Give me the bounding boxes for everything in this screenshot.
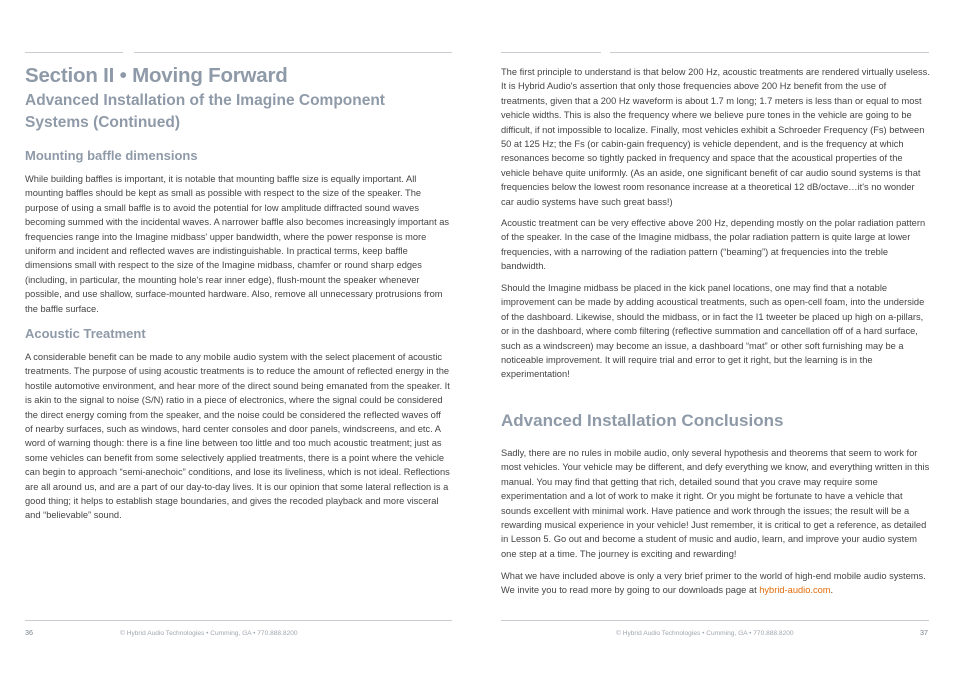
acoustic-body: A considerable benefit can be made to any mobile audio system with the select placement of acoustic treatments. The purpose of using acoustic treatments is to reduce the amount of reflected energy in the hostile automotive environment, and hear more of the direct sound being emanated from the speaker. It is akin to the signal to noise (S/N) ratio in a piece of electronics, where the signal could be considered the direct energy coming from the speaker, and the noise could be considered the reflected waves off of nearby surfaces, such as windows, hard center consoles and door panels, windscreens, and etc. A word of warning though: there is a fine line between too little and too much acoustic treatment; just as some vehicles can benefit from some selectively applied treatments, there is a point where the vehicle can begin to approach “semi-anechoic” conditions, and lose its liveliness, which is not ideal. Reflections are all around us, and are a part of our day-to-day lives. It is our opinion that some lateral reflection is a good thing; it helps to establish stage boundaries, and gives the recoded playback and more visceral and “believable” sound. xyxy=(25,352,450,521)
section-subtitle: Advanced Installation of the Imagine Component Systems (Continued) xyxy=(25,92,385,131)
mounting-body: While building baffles is important, it is notable that mounting baffle size is equally important. All mounting baffles should be kept as small as possible with respect to the size of the speaker. The purpose of using a small baffle is to avoid the potential for low amplitude diffracted sound waves becoming summed with the incidental waves. A narrower baffle also becomes increasingly important as frequencies range into the Imagine midbass' upper bandwidth, where the power response is more uniform and incident and reflected waves are indistinguishable. In practical terms, keep baffle dimensions small with respect to the size of the Imagine midbass, chamfer or round sharp edges (including, in particular, the mounting hole's rear inner edge), flush-mount the speaker whenever possible, and use shallow, surface-mounted hardware. Also, remove all unnecessary protrusions from the baffle surface. xyxy=(25,174,450,314)
footer-right: © Hybrid Audio Technologies • Cumming, GA • 770.888.8200 xyxy=(616,630,794,637)
conclusions-heading: Advanced Installation Conclusions xyxy=(501,411,784,430)
section-title: Section II • Moving Forward xyxy=(25,64,288,87)
bottom-rule-right xyxy=(501,620,929,621)
footer-left: © Hybrid Audio Technologies • Cumming, GA • 770.888.8200 xyxy=(120,630,298,637)
right-para-5 xyxy=(501,569,930,598)
bottom-rule-left xyxy=(25,620,452,621)
right-para-2: Acoustic treatment can be very effective above 200 Hz, depending mostly on the polar radiation pattern of the speaker. In the case of the Imagine midbass, the polar radiation pattern is quite large at lower frequencies, with a narrowing of the radiation pattern (“beaming”) at frequencies into the treble bandwidth. xyxy=(501,218,926,272)
page-number-left: 36 xyxy=(25,628,33,637)
right-para-5-end: . xyxy=(830,585,834,596)
right-para-1: The first principle to understand is that below 200 Hz, acoustic treatments are rendered virtually useless. It is Hybrid Audio's assertion that only those frequencies above 200 Hz benefit from the use of treatments, given that a 200 Hz waveform is about 1.7 m long; 1.7 meters is less than or equal to most vehicle widths. This is also the frequency where we believe pure tones in the vehicle are going to be difficult, if not impossible to localize. Finally, most vehicles exhibit a Schroeder Frequency (Fs) between 50 at 125 Hz; the Fs (or cabin-gain frequency) is vehicle dependent, and is the frequency at which resonances become so tightly packed in frequency and space that the acoustical properties of the vehicle behave quite uniformly. (As an aside, one significant benefit of car audio sound systems is that frequencies below the lowest room resonance increase at a theoretical 12 dB/octave…it's no wonder car audio systems have such great bass!) xyxy=(501,67,930,207)
right-para-5-text: What we have included above is only a very brief primer to the world of high-end mobile audio systems. We invite you to read more by going to our downloads page at xyxy=(501,571,926,596)
top-rule-left-short xyxy=(25,52,123,53)
top-rule-right-short xyxy=(501,52,601,53)
right-para-3: Should the Imagine midbass be placed in the kick panel locations, one may find that a notable improvement can be made by adding acoustical treatments, such as open-cell foam, into the underside of the dashboard. Likewise, should the midbass, or in fact the I1 tweeter be placed up high on a-pillars, or in the dashboard, where comb filtering (reflective summation and cancellation off of a hard surface, such as a windscreen) may become an issue, a dashboard “mat” or other soft furnishing may be a noticeable improvement. It will require trial and error to get it right, but the learning is in the experimentation! xyxy=(501,283,925,380)
top-rule-right-long xyxy=(610,52,929,53)
acoustic-heading: Acoustic Treatment xyxy=(25,326,146,341)
page-number-right: 37 xyxy=(920,628,928,637)
mounting-heading: Mounting baffle dimensions xyxy=(25,148,198,163)
hybrid-audio-link[interactable]: hybrid-audio.com xyxy=(759,585,831,596)
right-para-4: Sadly, there are no rules in mobile audio, only several hypothesis and theorems that seem to work for most vehicles. Your vehicle may be different, and defy everything we know, and everything written in this manual. You may find that getting that rich, detailed sound that you crave may require some experimentation and a lot of work to make it right. Or you might be fortunate to have a vehicle that sounds excellent with minimal work. Have patience and work through the issues; the result will be a rewarding musical experience in your vehicle! Just remember, it is critical to get a reference, as detailed in Lesson 5. Go out and become a student of music and audio, learn, and improve your audio system one step at a time. The journey is exciting and rewarding! xyxy=(501,448,930,559)
top-rule-left-long xyxy=(134,52,452,53)
